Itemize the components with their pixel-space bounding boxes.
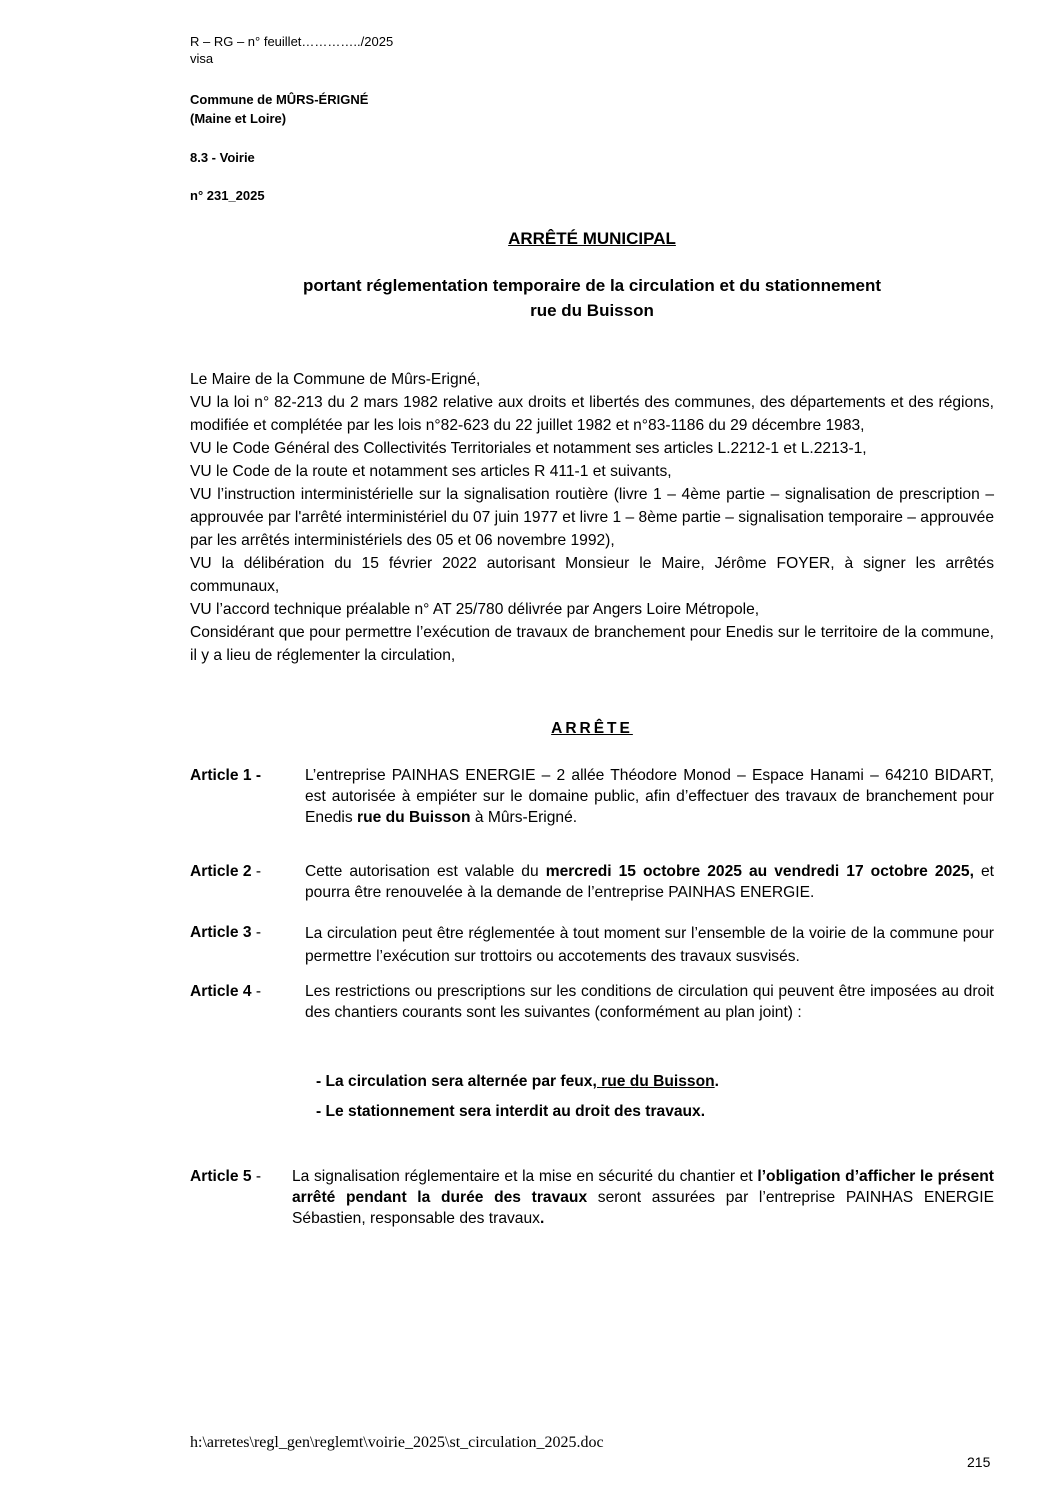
- bullet-1-text: - La circulation sera alternée par feux: [316, 1073, 593, 1090]
- article-5-text-part: La signalisation réglementaire et la mise en sécurité du chantier et: [292, 1168, 758, 1185]
- bullet-1-street: , rue du Buisson: [592, 1073, 715, 1090]
- bullet-1-end: .: [714, 1073, 719, 1090]
- commune-name: Commune de MÛRS-ÉRIGNÉ: [190, 92, 369, 107]
- article-3-label-text: Article 3: [190, 924, 252, 941]
- article-5-label-text: Article 5: [190, 1168, 252, 1185]
- article-1-text-part: à Mûrs-Erigné.: [470, 809, 578, 826]
- reference-line: R – RG – n° feuillet…………../2025: [190, 34, 394, 49]
- subtitle-line-2: rue du Buisson: [530, 301, 654, 320]
- article-2-label-text: Article 2: [190, 863, 252, 880]
- article-4-label: [190, 981, 261, 1002]
- article-2-text: [305, 861, 994, 903]
- article-2-text-part: Cette autorisation est valable du: [305, 863, 546, 880]
- article-4-dash: -: [251, 983, 262, 1000]
- article-4-bullet-1: [316, 1073, 719, 1091]
- article-1-text: [305, 765, 994, 828]
- page-title: ARRÊTÉ MUNICIPAL: [508, 229, 676, 248]
- page-subtitle: [0, 273, 1058, 323]
- preamble-paragraph: VU le Code de la route et notamment ses articles R 411-1 et suivants,: [190, 463, 672, 480]
- preamble-paragraph: Le Maire de la Commune de Mûrs-Erigné,: [190, 371, 481, 388]
- article-5-obligation: l’obligation d’afficher le présent arrêté pendant la durée des travaux: [292, 1168, 994, 1206]
- article-2-dash: -: [251, 863, 262, 880]
- article-1-text-part: L’entreprise PAINHAS ENERGIE – 2 allée Théodore Monod – Espace Hanami – 64210 BIDART, est autorisée à empiéter sur le domaine public, afin d’effectuer des travaux de branchement pour Enedis: [305, 767, 994, 826]
- article-5-dash: -: [251, 1168, 262, 1185]
- visa-label: visa: [190, 51, 214, 66]
- preamble-paragraph: Considérant que pour permettre l’exécution de travaux de branchement pour Enedis sur le territoire de la commune, il y a lieu de réglementer la circulation,: [190, 624, 994, 664]
- article-1-street: rue du Buisson: [357, 809, 471, 826]
- arrete-heading: ARRÊTE: [551, 720, 633, 737]
- article-4-bullet-2: - Le stationnement sera interdit au droit des travaux.: [316, 1103, 706, 1120]
- document-path: h:\arretes\regl_gen\reglemt\voirie_2025\st_circulation_2025.doc: [190, 1434, 604, 1451]
- decree-number: n° 231_2025: [190, 188, 265, 203]
- subtitle-line-1: portant réglementation temporaire de la circulation et du stationnement: [302, 276, 882, 295]
- article-5-text-part: seront assurées par l’entreprise PAINHAS ENERGIE Sébastien, responsable des travaux: [292, 1189, 995, 1227]
- preamble-paragraph: VU le Code Général des Collectivités Territoriales et notamment ses articles L.2212-1 et L.2213-1,: [190, 440, 867, 457]
- article-5-label: [190, 1166, 261, 1187]
- article-5-text: [292, 1166, 994, 1229]
- article-3-dash: -: [251, 924, 262, 941]
- preamble-paragraph: VU l’accord technique préalable n° AT 25/780 délivrée par Angers Loire Métropole,: [190, 601, 760, 618]
- article-5-end: .: [539, 1210, 545, 1227]
- department-name: (Maine et Loire): [190, 111, 287, 126]
- preamble-paragraph: VU l’instruction interministérielle sur la signalisation routière (livre 1 – 4ème partie – signalisation de prescription – approuvée par l'arrêté interministériel du 07 juin 1977 et livre 1 – 8ème partie – signalisation temporaire – approuvée par les arrêtés interministériels des 05 et 06 novembre 1992),: [190, 486, 994, 549]
- article-2-text-part: et pourra être renouvelée à la demande de l’entreprise PAINHAS ENERGIE.: [305, 863, 994, 901]
- page-number: 215: [967, 1454, 991, 1470]
- preamble: [190, 368, 994, 667]
- article-4-label-text: Article 4: [190, 983, 252, 1000]
- article-2-label: [190, 861, 261, 882]
- article-3-text: La circulation peut être réglementée à tout moment sur l’ensemble de la voirie de la commune pour permettre l’exécution sur trottoirs ou accotements des travaux susvisés.: [305, 925, 994, 965]
- preamble-paragraph: VU la délibération du 15 février 2022 autorisant Monsieur le Maire, Jérôme FOYER, à signer les arrêtés communaux,: [190, 555, 994, 595]
- article-3-label: [190, 922, 261, 943]
- article-4-text: Les restrictions ou prescriptions sur les conditions de circulation qui peuvent être imposées au droit des chantiers courants sont les suivantes (conformément au plan joint) :: [305, 983, 994, 1021]
- preamble-paragraph: VU la loi n° 82-213 du 2 mars 1982 relative aux droits et libertés des communes, des départements et des régions, modifiée et complétée par les lois n°82-623 du 22 juillet 1982 et n°83-1186 du 29 décembre 1983,: [190, 394, 994, 434]
- category-label: 8.3 - Voirie: [190, 150, 255, 165]
- article-1-label-text: Article 1 -: [190, 767, 262, 784]
- article-2-dates: mercredi 15 octobre 2025 au vendredi 17 octobre 2025,: [545, 863, 974, 880]
- article-1-label: [190, 765, 261, 786]
